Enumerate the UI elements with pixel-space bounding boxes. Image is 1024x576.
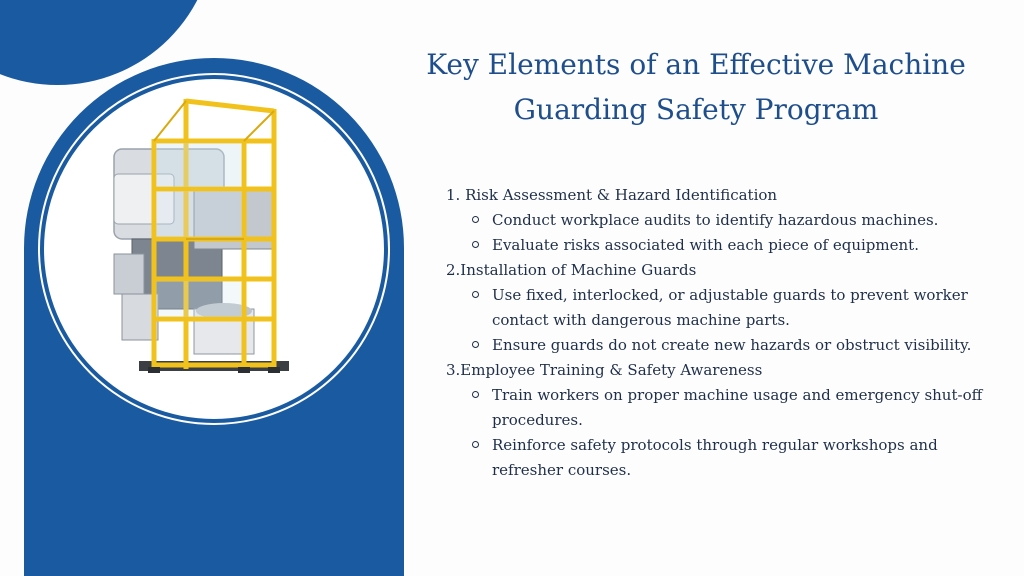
list-item [492, 208, 1006, 233]
bullet-text: Evaluate risks associated with each piece of equipment. [492, 236, 919, 254]
list-item [492, 233, 1006, 258]
list-item [492, 383, 1006, 433]
content-list [446, 183, 1006, 483]
circle-bullet-icon [472, 241, 479, 248]
bullet-list-risk-assessment [446, 208, 1006, 258]
bullet-list-installation [446, 283, 1006, 358]
bullet-text: Use fixed, interlocked, or adjustable guards to prevent worker contact with dangerous machine parts. [492, 286, 968, 329]
slide-title [396, 42, 996, 132]
circle-bullet-icon [472, 441, 479, 448]
frame-foot [268, 367, 280, 373]
bullet-text: Conduct workplace audits to identify hazardous machines. [492, 211, 939, 229]
machine-illustration [44, 79, 384, 419]
control-box [114, 254, 144, 294]
section-heading-risk-assessment: 1. Risk Assessment & Hazard Identification [446, 186, 778, 204]
title-line-2: Guarding Safety Program [513, 93, 879, 126]
section-heading-training: 3.Employee Training & Safety Awareness [446, 361, 763, 379]
frame-foot [238, 367, 250, 373]
circle-bullet-icon [472, 291, 479, 298]
title-line-1: Key Elements of an Effective Machine [426, 48, 966, 81]
frame-foot [148, 367, 160, 373]
circle-bullet-icon [472, 341, 479, 348]
machine-guard-photo [44, 79, 384, 419]
guard-panel-middle [156, 191, 242, 237]
circle-bullet-icon [472, 216, 479, 223]
list-item [492, 283, 1006, 333]
guard-panel-top [156, 143, 242, 187]
bullet-text: Ensure guards do not create new hazards or obstruct visibility. [492, 336, 972, 354]
section-heading-installation: 2.Installation of Machine Guards [446, 261, 697, 279]
circle-bullet-icon [472, 391, 479, 398]
bullet-list-training [446, 383, 1006, 483]
bullet-text: Train workers on proper machine usage and emergency shut-off procedures. [492, 386, 983, 429]
bullet-text: Reinforce safety protocols through regular workshops and refresher courses. [492, 436, 938, 479]
list-item [492, 433, 1006, 483]
list-item [492, 333, 1006, 358]
guard-panel-lower [156, 281, 242, 317]
